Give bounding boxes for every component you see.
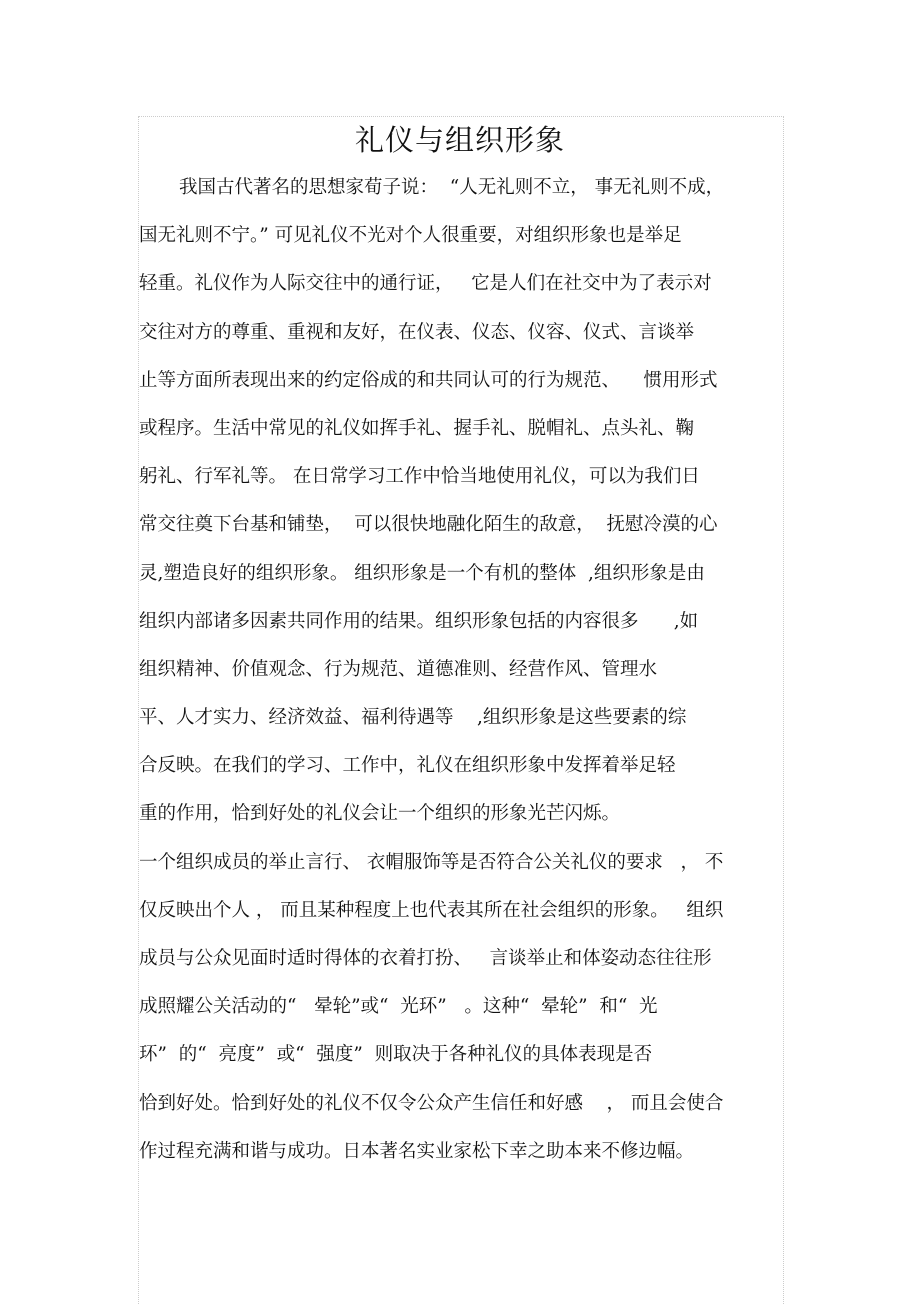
text-line: 环” 的“ 亮度” 或“ 强度” 则取决于各种礼仪的具体表现是否 — [139, 1044, 653, 1066]
text-line: 仅反映出个人 ， 而且某种程度上也代表其所在社会组织的形象。 组织 — [139, 899, 724, 921]
text-line: 重的作用，恰到好处的礼仪会让一个组织的形象光芒闪烁。 — [139, 803, 621, 825]
text-line: 交往对方的尊重、重视和友好，在仪表、仪态、仪容、仪式、言谈举 — [139, 321, 695, 343]
text-line: 常交往奠下台基和铺垫， 可以很快地融化陌生的敌意， 抚慰冷漠的心 — [139, 514, 718, 536]
document-title: 礼仪与组织形象 — [354, 123, 565, 157]
text-line: 成员与公众见面时适时得体的衣着打扮、 言谈举止和体姿动态往往形 — [139, 948, 712, 969]
text-line: 或程序。生活中常见的礼仪如挥手礼、握手礼、脱帽礼、点头礼、鞠 — [139, 417, 695, 439]
text-line: 作过程充满和谐与成功。日本著名实业家松下幸之助本来不修边幅。 — [139, 1140, 695, 1162]
text-line: 成照耀公关活动的“ 晕轮”或“ 光环” 。这种“ 晕轮” 和“ 光 — [139, 996, 658, 1018]
document-body — [139, 168, 784, 1180]
text-line: 一个组织成员的举止言行、 衣帽服饰等是否符合公关礼仪的要求 ， 不 — [139, 851, 724, 873]
text-line: 灵,塑造良好的组织形象。 组织形象是一个有机的整体 ,组织形象是由 — [139, 562, 705, 584]
text-line: 我国古代著名的思想家荀子说： “人无礼则不立， 事无礼则不成， — [179, 177, 725, 198]
text-line: 止等方面所表现出来的约定俗成的和共同认可的行为规范、 惯用形式 — [139, 369, 718, 391]
text-line: 组织内部诸多因素共同作用的结果。组织形象包括的内容很多 ,如 — [139, 610, 699, 632]
text-line: 合反映。在我们的学习、工作中，礼仪在组织形象中发挥着举足轻 — [139, 755, 676, 777]
text-line: 国无礼则不宁。” 可见礼仪不光对个人很重要，对组织形象也是举足 — [139, 225, 682, 247]
text-line: 组织精神、价值观念、行为规范、道德准则、经营作风、管理水 — [139, 658, 658, 680]
text-line: 恰到好处。恰到好处的礼仪不仅令公众产生信任和好感 ， 而且会使合 — [139, 1092, 724, 1114]
text-line: 轻重。礼仪作为人际交往中的通行证， 它是人们在社交中为了表示对 — [139, 273, 712, 295]
text-line: 平、人才实力、经济效益、福利待遇等 ,组织形象是这些要素的综 — [139, 707, 687, 729]
text-line: 躬礼、行军礼等。 在日常学习工作中恰当地使用礼仪，可以为我们日 — [139, 466, 700, 488]
